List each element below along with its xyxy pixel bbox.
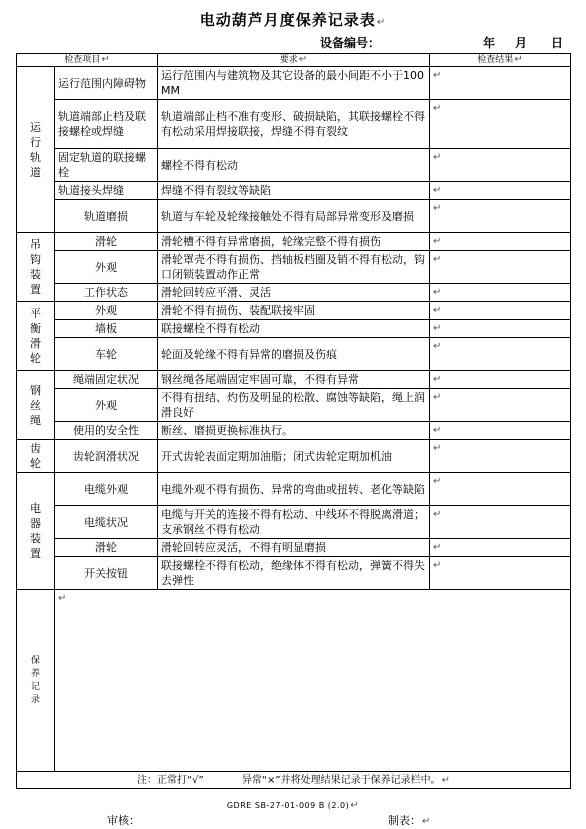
check-item: 绳端固定状况	[55, 371, 158, 389]
result-cell[interactable]: ↵	[430, 506, 571, 539]
result-cell[interactable]: ↵	[430, 251, 571, 284]
note-text: 注：正常打“√” 异常“×”并将处理结果记录于保养记录栏中。↵	[17, 772, 571, 789]
requirement-text: 不得有扭结、灼伤及明显的松散、腐蚀等缺陷，绳上润滑良好	[158, 389, 430, 422]
note-row	[17, 772, 571, 789]
date-month-label: 月	[515, 36, 528, 50]
table-row	[17, 182, 571, 200]
table-row	[17, 440, 571, 473]
result-cell[interactable]: ↵	[430, 100, 571, 149]
table-row	[17, 100, 571, 149]
table-row	[17, 320, 571, 338]
header-requirement: 要求↵	[158, 54, 430, 67]
header-item: 检查项目↵	[17, 54, 158, 67]
requirement-text: 轨道与车轮及轮缘接触处不得有局部异常变形及磨损	[158, 200, 430, 233]
device-line	[0, 34, 586, 52]
table-row	[17, 422, 571, 440]
table-row	[17, 506, 571, 539]
date-day-label: 日	[551, 36, 564, 50]
result-cell[interactable]: ↵	[430, 149, 571, 182]
check-item: 电缆外观	[55, 473, 158, 506]
date-year-label: 年	[483, 36, 496, 50]
check-item: 开关按钮	[55, 557, 158, 590]
requirement-text: 钢丝绳各尾端固定牢固可靠，不得有异常	[158, 371, 430, 389]
table-row	[17, 233, 571, 251]
table-row	[17, 67, 571, 100]
requirement-text: 滑轮回转应平滑、灵活	[158, 284, 430, 302]
document-code: GDRE SB-27-01-009 B (2.0)↵	[226, 800, 360, 811]
check-item: 工作状态	[55, 284, 158, 302]
device-number-label: 设备编号：	[320, 36, 381, 50]
table-row	[17, 389, 571, 422]
requirement-text: 联接螺栓不得有松动	[158, 320, 430, 338]
requirement-text: 焊缝不得有裂纹等缺陷	[158, 182, 430, 200]
maker-label: 制表：↵	[388, 814, 431, 827]
check-item: 轨道接头焊缝	[55, 182, 158, 200]
category-rope: 钢 丝 绳	[17, 371, 55, 440]
requirement-text: 开式齿轮表面定期加油脂；闭式齿轮定期加机油	[158, 440, 430, 473]
check-item: 墙板	[55, 320, 158, 338]
result-cell[interactable]: ↵	[430, 200, 571, 233]
table-row	[17, 539, 571, 557]
check-item: 运行范围内障碍物	[55, 67, 158, 100]
result-cell[interactable]: ↵	[430, 338, 571, 371]
maintenance-record-label: 保 养 记 录	[17, 590, 55, 772]
requirement-text: 滑轮回转应灵活，不得有明显磨损	[158, 539, 430, 557]
result-cell[interactable]: ↵	[430, 302, 571, 320]
header-row	[17, 54, 571, 67]
check-item: 外观	[55, 251, 158, 284]
category-electric: 电 器 装 置	[17, 473, 55, 590]
requirement-text: 运行范围内与建筑物及其它设备的最小间距不小于100MM	[158, 67, 430, 100]
check-item: 车轮	[55, 338, 158, 371]
category-track: 运 行 轨 道	[17, 67, 55, 233]
check-item: 滑轮	[55, 539, 158, 557]
check-item: 轨道磨损	[55, 200, 158, 233]
result-cell[interactable]: ↵	[430, 67, 571, 100]
requirement-text: 滑轮不得有损伤、装配联接牢固	[158, 302, 430, 320]
check-item: 外观	[55, 302, 158, 320]
reviewer-label: 审核：	[107, 814, 140, 827]
requirement-text: 滑轮槽不得有异常磨损，轮缘完整不得有损伤	[158, 233, 430, 251]
check-item: 固定轨道的联接螺栓	[55, 149, 158, 182]
requirement-text: 滑轮罩壳不得有损伤、挡轴板档圈及销不得有松动，钩口闭锁装置动作正常	[158, 251, 430, 284]
table-row	[17, 371, 571, 389]
maintenance-record-row	[17, 590, 571, 772]
check-item: 电缆状况	[55, 506, 158, 539]
result-cell[interactable]: ↵	[430, 473, 571, 506]
category-balance: 平 衡 滑 轮	[17, 302, 55, 371]
requirement-text: 轮面及轮缘不得有异常的磨损及伤痕	[158, 338, 430, 371]
result-cell[interactable]: ↵	[430, 371, 571, 389]
table-row	[17, 284, 571, 302]
table-row	[17, 251, 571, 284]
table-row	[17, 557, 571, 590]
check-item: 使用的安全性	[55, 422, 158, 440]
table-row	[17, 200, 571, 233]
requirement-text: 联接螺栓不得有松动，绝缘体不得有松动，弹簧不得失去弹性	[158, 557, 430, 590]
requirement-text: 断丝、磨损更换标准执行。	[158, 422, 430, 440]
result-cell[interactable]: ↵	[430, 440, 571, 473]
table-row	[17, 473, 571, 506]
requirement-text: 电缆与开关的连接不得有松动、中线环不得脱离滑道；支承钢丝不得有松动	[158, 506, 430, 539]
table-row	[17, 338, 571, 371]
check-item: 滑轮	[55, 233, 158, 251]
maintenance-table	[16, 53, 571, 789]
result-cell[interactable]: ↵	[430, 422, 571, 440]
result-cell[interactable]: ↵	[430, 389, 571, 422]
result-cell[interactable]: ↵	[430, 539, 571, 557]
table-row	[17, 149, 571, 182]
category-hook: 吊 钩 装 置	[17, 233, 55, 302]
check-item: 轨道端部止档及联接螺栓或焊缝	[55, 100, 158, 149]
check-item: 齿轮润滑状况	[55, 440, 158, 473]
form-title: 电动葫芦月度保养记录表↵	[199, 11, 387, 29]
header-result: 检查结果↵	[430, 54, 571, 67]
check-item: 外观	[55, 389, 158, 422]
result-cell[interactable]: ↵	[430, 233, 571, 251]
category-gear: 齿 轮	[17, 440, 55, 473]
requirement-text: 轨道端部止档不准有变形、破损缺陷，其联接螺栓不得有松动采用焊接联接，焊缝不得有裂纹	[158, 100, 430, 149]
table-row	[17, 302, 571, 320]
result-cell[interactable]: ↵	[430, 557, 571, 590]
result-cell[interactable]: ↵	[430, 284, 571, 302]
requirement-text: 电缆外观不得有损伤、异常的弯曲或扭转、老化等缺陷	[158, 473, 430, 506]
requirement-text: 螺栓不得有松动	[158, 149, 430, 182]
maintenance-record-input[interactable]: ↵	[55, 590, 571, 772]
result-cell[interactable]: ↵	[430, 182, 571, 200]
result-cell[interactable]: ↵	[430, 320, 571, 338]
